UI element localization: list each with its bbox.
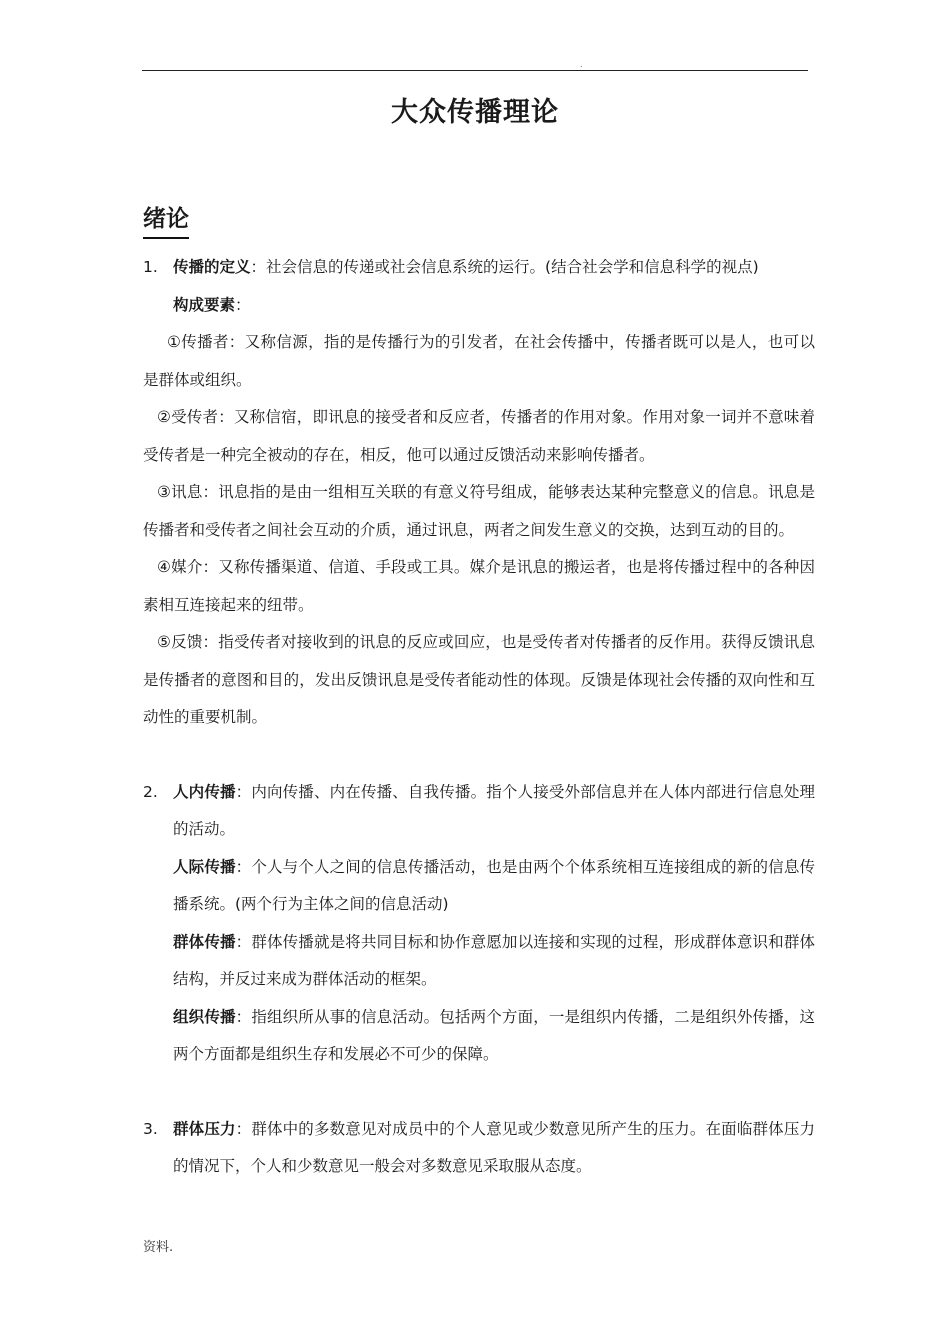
spacer [143,737,815,774]
organizational-text: ：指组织所从事的信息活动。包括两个方面，一是组织内传播，二是组织外传播，这两个方面都是组织生存和发展必不可少的保障。 [173,1007,815,1063]
section-heading: 绪论 [143,200,189,239]
group-entry [143,924,815,999]
item-1 [143,249,815,287]
element-medium: ④媒介：又称传播渠道、信道、手段或工具。媒介是讯息的搬运者，也是将传播过程中的各种因素相互连接起来的纽带。 [143,558,815,614]
header-mark: . [580,60,583,69]
page-title: 大众传播理论 [391,97,559,128]
element-message: ③讯息：讯息指的是由一组相互关联的有意义符号组成，能够表达某种完整意义的信息。讯息是传播者和受传者之间社会互动的介质，通过讯息，两者之间发生意义的交换，达到互动的目的。 [143,483,815,539]
organizational-term: 组织传播 [173,1007,236,1026]
item-1-text: ：社会信息的传递或社会信息系统的运行。(结合社会学和信息科学的视点) [250,258,759,276]
elements-heading [143,287,815,325]
item-2 [143,774,815,849]
item-1-term: 传播的定义 [173,258,251,276]
spacer [143,1074,815,1111]
element-sender: ①传播者：又称信源，指的是传播行为的引发者，在社会传播中，传播者既可以是人，也可以是群体或组织。 [143,333,815,389]
element-receiver: ②受传者：又称信宿，即讯息的接受者和反应者，传播者的作用对象。作用对象一词并不意味着受传者是一种完全被动的存在，相反，他可以通过反馈活动来影响传播者。 [143,408,815,464]
group-text: ：群体传播就是将共同目标和协作意愿加以连接和实现的过程，形成群体意识和群体结构，并反过来成为群体活动的框架。 [173,932,815,988]
organizational-entry [143,999,815,1074]
group-pressure-term: 群体压力 [173,1119,236,1138]
footer-label: 资料. [143,1240,174,1255]
header-rule [142,70,808,71]
group-pressure-text: ：群体中的多数意见对成员中的个人意见或少数意见所产生的压力。在面临群体压力的情况下，个人和少数意见一般会对多数意见采取服从态度。 [173,1119,815,1175]
interpersonal-entry [143,849,815,924]
interpersonal-text: ：个人与个人之间的信息传播活动，也是由两个个体系统相互连接组成的新的信息传播系统。(两个行为主体之间的信息活动) [173,857,815,913]
intrapersonal-text: ：内向传播、内在传播、自我传播。指个人接受外部信息并在人体内部进行信息处理的活动。 [173,782,815,838]
item-2-number: 2. [143,782,158,801]
element-feedback: ⑤反馈：指受传者对接收到的讯息的反应或回应，也是受传者对传播者的反作用。获得反馈讯息是传播者的意图和目的，发出反馈讯息是受传者能动性的体现。反馈是体现社会传播的双向性和互动性的重要机制。 [143,633,815,726]
elements-heading-colon: ： [235,295,251,314]
interpersonal-term: 人际传播 [173,857,236,876]
item-3 [143,1111,815,1186]
elements-heading-label: 构成要素 [173,295,236,314]
item-3-number: 3. [143,1119,158,1138]
intrapersonal-term: 人内传播 [173,782,236,801]
document-body [143,249,815,1186]
item-1-number: 1. [143,258,158,276]
group-term: 群体传播 [173,932,236,951]
